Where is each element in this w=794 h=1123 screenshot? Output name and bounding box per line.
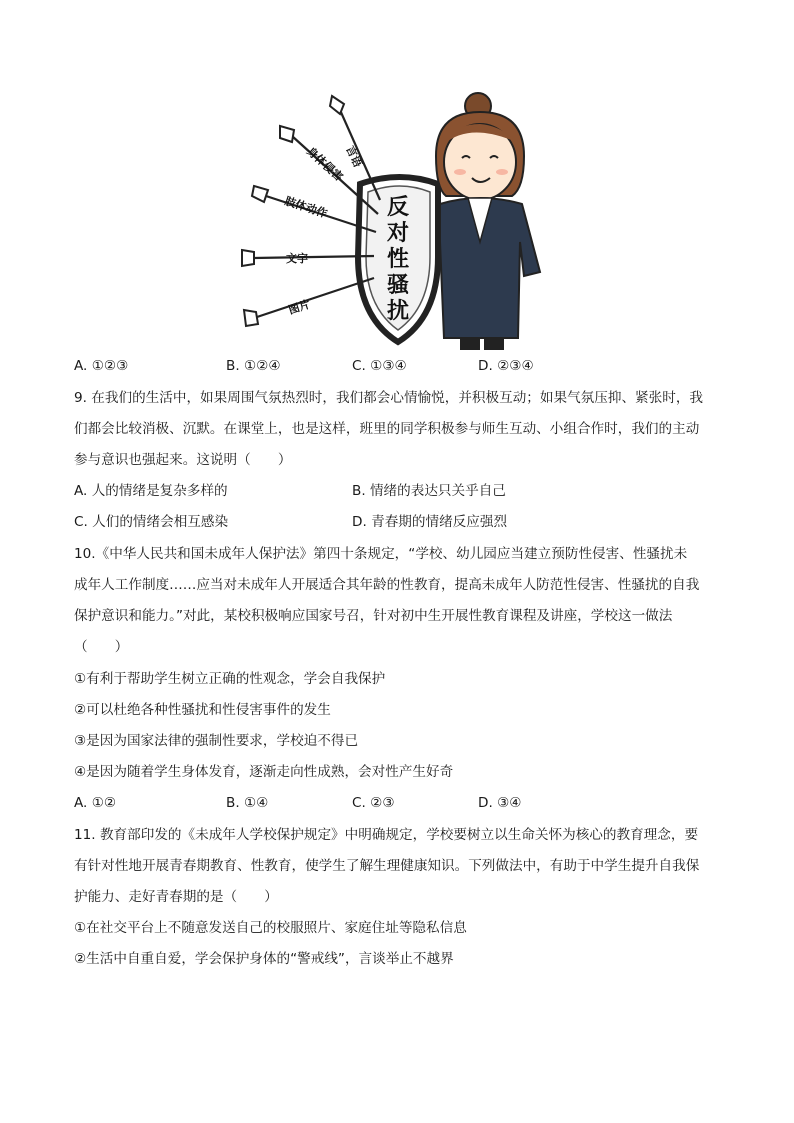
option-a[interactable]: A. ①② xyxy=(74,795,117,811)
option-b[interactable]: B. ①②④ xyxy=(226,358,281,374)
q10-statement: ②可以杜绝各种性骚扰和性侵害事件的发生 xyxy=(74,702,331,718)
q10-statement: ③是因为国家法律的强制性要求，学校迫不得已 xyxy=(74,733,359,749)
arrow-label: 言语 xyxy=(343,143,365,170)
shield-text: 性 xyxy=(386,247,410,272)
q10-text-line: 成年人工作制度……应当对未成年人开展适合其年龄的性教育，提高未成年人防范性侵害、性骚扰的自我 xyxy=(74,577,700,593)
option-a[interactable]: A. 人的情绪是复杂多样的 xyxy=(74,483,228,499)
arrow-icon xyxy=(254,278,374,318)
q10-statement: ④是因为随着学生身体发育，逐渐走向性成熟，会对性产生好奇 xyxy=(74,764,454,780)
woman-figure xyxy=(436,93,540,350)
option-d[interactable]: D. ③④ xyxy=(478,795,522,811)
q10-text-line: 保护意识和能力。”对此，某校积极响应国家号召，针对初中生开展性教育课程及讲座，学校这一做法 xyxy=(74,608,673,624)
shield-text: 扰 xyxy=(386,299,410,324)
arrow-label: 肢体动作 xyxy=(283,194,329,221)
anti-harassment-illustration xyxy=(240,92,556,354)
q10-text-line: （ ） xyxy=(74,639,129,655)
option-c[interactable]: C. ①③④ xyxy=(352,358,407,374)
q10-text-line: 10.《中华人民共和国未成年人保护法》第四十条规定，“学校、幼儿园应当建立预防性侵害、性骚扰未 xyxy=(74,546,688,562)
q11-statement: ②生活中自重自爱，学会保护身体的“警戒线”，言谈举止不越界 xyxy=(74,951,454,967)
option-b[interactable]: B. ①④ xyxy=(226,795,269,811)
q11-text-line: 护能力、走好青春期的是（ ） xyxy=(74,889,278,905)
shield-text: 骚 xyxy=(386,273,410,298)
option-d[interactable]: D. 青春期的情绪反应强烈 xyxy=(352,514,508,530)
q9-text-line: 参与意识也强起来。这说明（ ） xyxy=(74,452,292,468)
shield-text: 反 xyxy=(386,195,410,220)
arrow-label: 文字 xyxy=(286,252,308,265)
option-b[interactable]: B. 情绪的表达只关乎自己 xyxy=(352,483,506,499)
shield-text: 对 xyxy=(386,221,410,246)
q11-text-line: 11. 教育部印发的《未成年人学校保护规定》中明确规定，学校要树立以生命关怀为核心的教育理念，要 xyxy=(74,827,699,843)
option-c[interactable]: C. 人们的情绪会相互感染 xyxy=(74,514,229,530)
q11-statement: ①在社交平台上不随意发送自己的校服照片、家庭住址等隐私信息 xyxy=(74,920,467,936)
option-d[interactable]: D. ②③④ xyxy=(478,358,534,374)
option-a[interactable]: A. ①②③ xyxy=(74,358,129,374)
option-c[interactable]: C. ②③ xyxy=(352,795,395,811)
q11-text-line: 有针对性地开展青春期教育、性教育，使学生了解生理健康知识。下列做法中，有助于中学生提升自我保 xyxy=(74,858,700,874)
q9-text-line: 9. 在我们的生活中，如果周围气氛热烈时，我们都会心情愉悦，并积极互动；如果气氛压抑、紧张时，我 xyxy=(74,390,704,406)
q10-statement: ①有利于帮助学生树立正确的性观念，学会自我保护 xyxy=(74,671,386,687)
arrow-label: 身体侵害 xyxy=(303,144,346,184)
arrow-label: 图片 xyxy=(286,297,312,317)
q9-text-line: 们都会比较消极、沉默。在课堂上，也是这样，班里的同学积极参与师生互动、小组合作时，我们的主动 xyxy=(74,421,700,437)
